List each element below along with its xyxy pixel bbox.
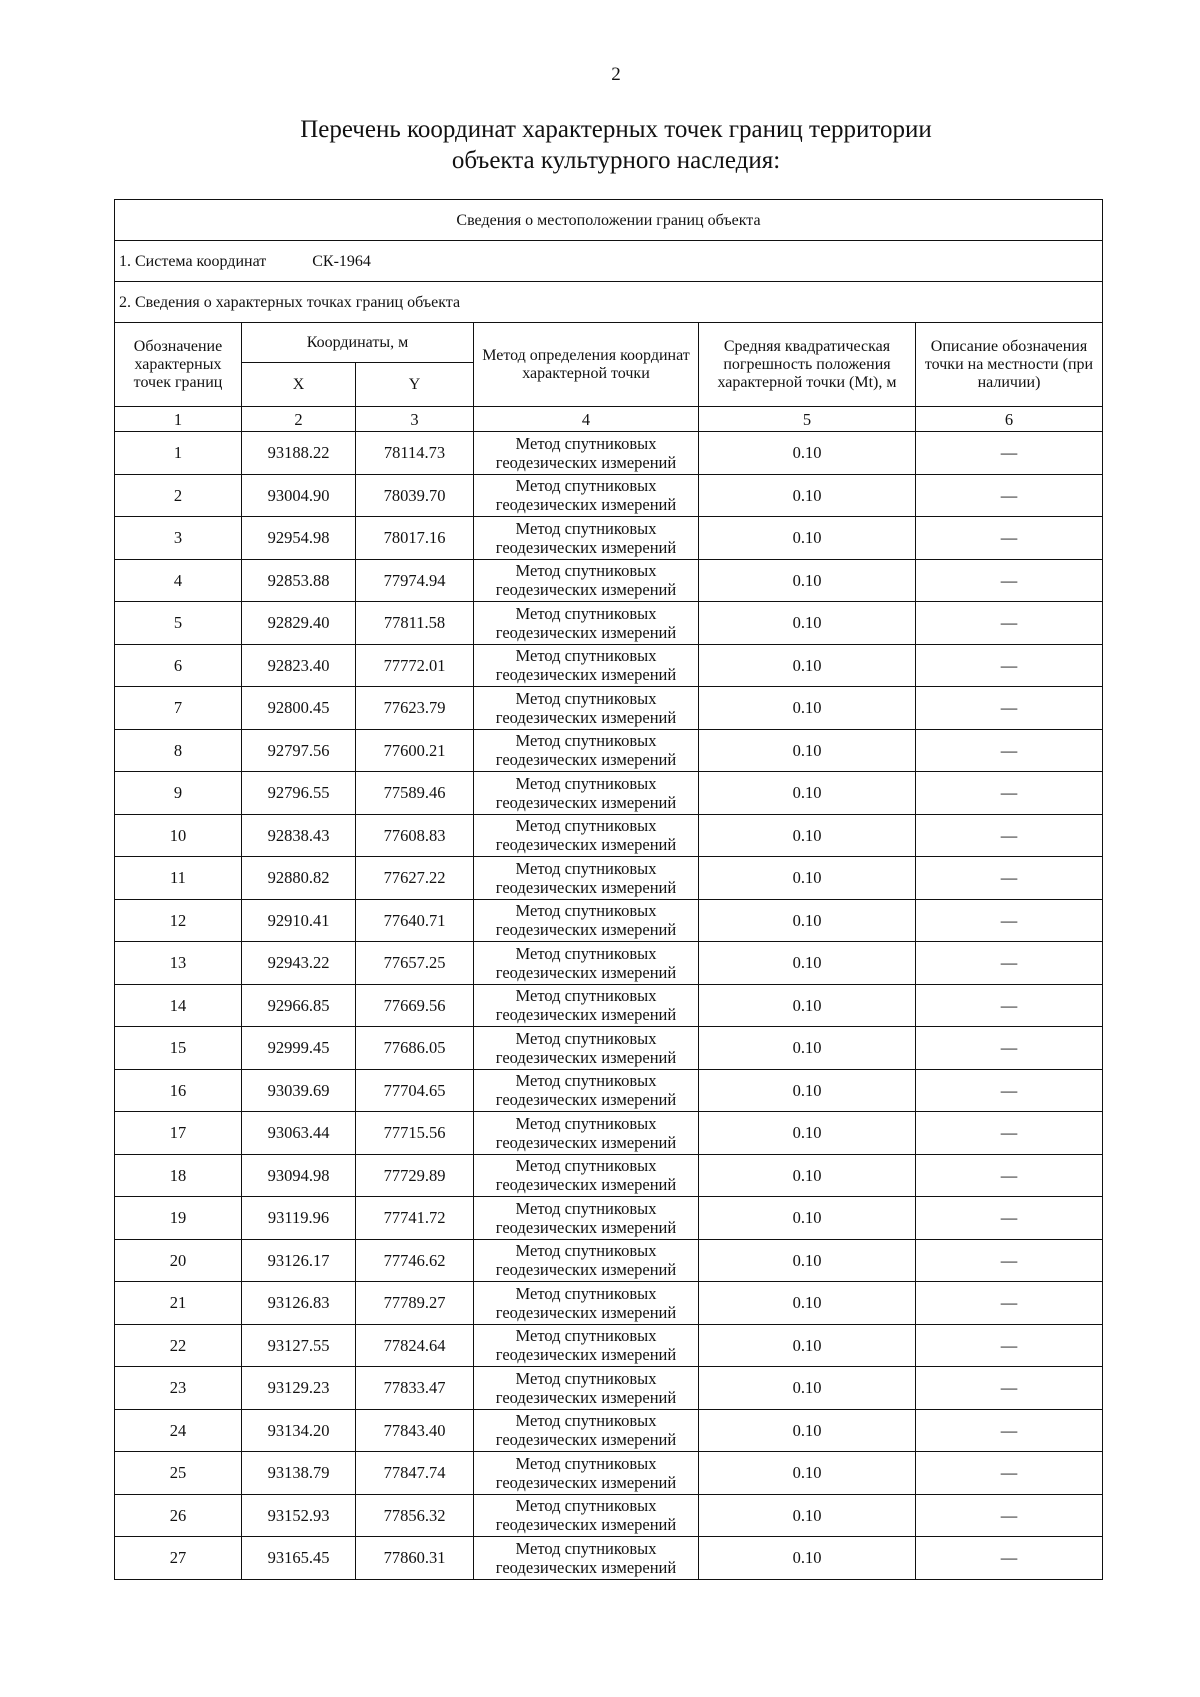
description-cell: — [916, 857, 1103, 900]
method-cell: Метод спутниковых геодезических измерений [474, 984, 699, 1027]
coordinate-x: 93127.55 [242, 1324, 356, 1367]
point-number: 1 [115, 432, 242, 475]
description-cell: — [916, 814, 1103, 857]
point-number: 24 [115, 1409, 242, 1452]
document-title-line-2: объекта культурного наследия: [451, 147, 781, 174]
description-cell: — [916, 1069, 1103, 1112]
description-cell: — [916, 1324, 1103, 1367]
description-cell: — [916, 517, 1103, 560]
coordinate-y: 77811.58 [356, 602, 474, 645]
coordinate-y: 77789.27 [356, 1282, 474, 1325]
point-number: 21 [115, 1282, 242, 1325]
accuracy-cell: 0.10 [699, 1494, 916, 1537]
coordinate-y: 77627.22 [356, 857, 474, 900]
column-number: 1 [115, 407, 242, 432]
description-cell: — [916, 1112, 1103, 1155]
point-number: 3 [115, 517, 242, 560]
method-cell: Метод спутниковых геодезических измерений [474, 559, 699, 602]
coordinate-x: 92796.55 [242, 772, 356, 815]
point-number: 25 [115, 1452, 242, 1495]
table-row [115, 432, 1103, 475]
coordinate-system-value: СК-1964 [312, 252, 371, 270]
description-cell: — [916, 1027, 1103, 1070]
point-number: 20 [115, 1239, 242, 1282]
accuracy-cell: 0.10 [699, 1452, 916, 1495]
point-number: 7 [115, 687, 242, 730]
table-row [115, 1154, 1103, 1197]
table-row [115, 602, 1103, 645]
description-cell: — [916, 1197, 1103, 1240]
method-cell: Метод спутниковых геодезических измерений [474, 687, 699, 730]
accuracy-cell: 0.10 [699, 1197, 916, 1240]
coordinate-x: 93126.83 [242, 1282, 356, 1325]
coordinates-table [114, 199, 1103, 1580]
coordinate-x: 92823.40 [242, 644, 356, 687]
coordinate-x: 92829.40 [242, 602, 356, 645]
coordinate-x: 93152.93 [242, 1494, 356, 1537]
accuracy-cell: 0.10 [699, 899, 916, 942]
point-number: 15 [115, 1027, 242, 1070]
document-title-line-1: Перечень координат характерных точек границ территории [300, 116, 932, 143]
description-cell: — [916, 984, 1103, 1027]
method-cell: Метод спутниковых геодезических измерений [474, 1324, 699, 1367]
coordinate-x: 93129.23 [242, 1367, 356, 1410]
coordinate-x: 92966.85 [242, 984, 356, 1027]
method-cell: Метод спутниковых геодезических измерений [474, 1197, 699, 1240]
method-cell: Метод спутниковых геодезических измерений [474, 1367, 699, 1410]
table-row [115, 474, 1103, 517]
accuracy-cell: 0.10 [699, 687, 916, 730]
point-number: 27 [115, 1537, 242, 1580]
coordinate-y: 78114.73 [356, 432, 474, 475]
description-cell: — [916, 1409, 1103, 1452]
table-row [115, 1197, 1103, 1240]
coordinate-x: 93119.96 [242, 1197, 356, 1240]
coordinate-x: 93165.45 [242, 1537, 356, 1580]
accuracy-cell: 0.10 [699, 1027, 916, 1070]
method-cell: Метод спутниковых геодезических измерений [474, 1494, 699, 1537]
accuracy-cell: 0.10 [699, 517, 916, 560]
point-number: 23 [115, 1367, 242, 1410]
table-row [115, 814, 1103, 857]
method-cell: Метод спутниковых геодезических измерений [474, 1154, 699, 1197]
section-header: Сведения о местоположении границ объекта [115, 200, 1103, 241]
method-cell: Метод спутниковых геодезических измерений [474, 432, 699, 475]
point-number: 22 [115, 1324, 242, 1367]
table-row [115, 772, 1103, 815]
accuracy-cell: 0.10 [699, 1537, 916, 1580]
point-number: 19 [115, 1197, 242, 1240]
coordinate-x: 92943.22 [242, 942, 356, 985]
column-number: 2 [242, 407, 356, 432]
accuracy-cell: 0.10 [699, 729, 916, 772]
accuracy-cell: 0.10 [699, 1324, 916, 1367]
coordinate-system-row [115, 241, 1103, 282]
coordinate-y: 77974.94 [356, 559, 474, 602]
description-cell: — [916, 687, 1103, 730]
method-cell: Метод спутниковых геодезических измерений [474, 729, 699, 772]
description-cell: — [916, 729, 1103, 772]
coordinate-x: 92797.56 [242, 729, 356, 772]
method-cell: Метод спутниковых геодезических измерений [474, 517, 699, 560]
header-designation: Обозначение характерных точек границ [115, 323, 242, 407]
table-row [115, 1367, 1103, 1410]
method-cell: Метод спутниковых геодезических измерений [474, 1452, 699, 1495]
coordinate-y: 77686.05 [356, 1027, 474, 1070]
table-row [115, 687, 1103, 730]
table-row [115, 942, 1103, 985]
column-number: 6 [916, 407, 1103, 432]
method-cell: Метод спутниковых геодезических измерений [474, 1112, 699, 1155]
accuracy-cell: 0.10 [699, 1154, 916, 1197]
method-cell: Метод спутниковых геодезических измерений [474, 899, 699, 942]
coordinate-x: 93138.79 [242, 1452, 356, 1495]
table-row [115, 1027, 1103, 1070]
coordinate-y: 78017.16 [356, 517, 474, 560]
description-cell: — [916, 432, 1103, 475]
header-method: Метод определения координат характерной точки [474, 323, 699, 407]
coordinate-x: 93126.17 [242, 1239, 356, 1282]
point-number: 18 [115, 1154, 242, 1197]
coordinate-y: 77704.65 [356, 1069, 474, 1112]
method-cell: Метод спутниковых геодезических измерений [474, 772, 699, 815]
table-row [115, 899, 1103, 942]
description-cell: — [916, 644, 1103, 687]
accuracy-cell: 0.10 [699, 1239, 916, 1282]
point-number: 13 [115, 942, 242, 985]
coordinate-y: 77608.83 [356, 814, 474, 857]
description-cell: — [916, 1367, 1103, 1410]
accuracy-cell: 0.10 [699, 602, 916, 645]
description-cell: — [916, 474, 1103, 517]
column-number: 3 [356, 407, 474, 432]
coordinate-x: 93134.20 [242, 1409, 356, 1452]
accuracy-cell: 0.10 [699, 942, 916, 985]
point-number: 9 [115, 772, 242, 815]
coordinate-y: 77623.79 [356, 687, 474, 730]
point-number: 17 [115, 1112, 242, 1155]
coordinate-y: 77833.47 [356, 1367, 474, 1410]
table-row [115, 1112, 1103, 1155]
coordinate-y: 77772.01 [356, 644, 474, 687]
point-number: 16 [115, 1069, 242, 1112]
column-number: 4 [474, 407, 699, 432]
header-description: Описание обозначения точки на местности (при наличии) [916, 323, 1103, 407]
method-cell: Метод спутниковых геодезических измерений [474, 942, 699, 985]
method-cell: Метод спутниковых геодезических измерений [474, 474, 699, 517]
accuracy-cell: 0.10 [699, 772, 916, 815]
table-row [115, 1452, 1103, 1495]
method-cell: Метод спутниковых геодезических измерений [474, 1239, 699, 1282]
table-row [115, 559, 1103, 602]
coordinate-x: 92910.41 [242, 899, 356, 942]
accuracy-cell: 0.10 [699, 1282, 916, 1325]
method-cell: Метод спутниковых геодезических измерений [474, 1537, 699, 1580]
column-number: 5 [699, 407, 916, 432]
header-coordinates: Координаты, м [242, 323, 474, 363]
point-number: 2 [115, 474, 242, 517]
accuracy-cell: 0.10 [699, 984, 916, 1027]
coordinate-y: 77669.56 [356, 984, 474, 1027]
coordinate-y: 77715.56 [356, 1112, 474, 1155]
coordinate-y: 77843.40 [356, 1409, 474, 1452]
method-cell: Метод спутниковых геодезических измерений [474, 1027, 699, 1070]
table-row [115, 1239, 1103, 1282]
coordinate-x: 93004.90 [242, 474, 356, 517]
point-number: 4 [115, 559, 242, 602]
description-cell: — [916, 602, 1103, 645]
coordinate-x: 93094.98 [242, 1154, 356, 1197]
coordinate-system-label: 1. Система координат [119, 252, 267, 270]
coordinate-y: 77741.72 [356, 1197, 474, 1240]
accuracy-cell: 0.10 [699, 474, 916, 517]
point-number: 11 [115, 857, 242, 900]
table-row [115, 1324, 1103, 1367]
description-cell: — [916, 1494, 1103, 1537]
method-cell: Метод спутниковых геодезических измерений [474, 1282, 699, 1325]
description-cell: — [916, 942, 1103, 985]
coordinate-x: 92853.88 [242, 559, 356, 602]
document-title [0, 114, 1200, 176]
accuracy-cell: 0.10 [699, 1409, 916, 1452]
table-row [115, 1494, 1103, 1537]
table-row [115, 1537, 1103, 1580]
accuracy-cell: 0.10 [699, 1367, 916, 1410]
point-number: 12 [115, 899, 242, 942]
points-section-label: 2. Сведения о характерных точках границ объекта [115, 282, 1103, 323]
description-cell: — [916, 1452, 1103, 1495]
header-y: Y [356, 363, 474, 407]
method-cell: Метод спутниковых геодезических измерений [474, 1069, 699, 1112]
point-number: 6 [115, 644, 242, 687]
coordinate-y: 78039.70 [356, 474, 474, 517]
description-cell: — [916, 1239, 1103, 1282]
point-number: 26 [115, 1494, 242, 1537]
coordinate-x: 92880.82 [242, 857, 356, 900]
description-cell: — [916, 1282, 1103, 1325]
coordinate-y: 77589.46 [356, 772, 474, 815]
point-number: 10 [115, 814, 242, 857]
table-row [115, 857, 1103, 900]
coordinate-x: 93188.22 [242, 432, 356, 475]
coordinate-y: 77746.62 [356, 1239, 474, 1282]
method-cell: Метод спутниковых геодезических измерений [474, 857, 699, 900]
description-cell: — [916, 1154, 1103, 1197]
accuracy-cell: 0.10 [699, 644, 916, 687]
table-row [115, 517, 1103, 560]
description-cell: — [916, 772, 1103, 815]
table-row [115, 1069, 1103, 1112]
coordinate-y: 77856.32 [356, 1494, 474, 1537]
coordinate-y: 77824.64 [356, 1324, 474, 1367]
table-row [115, 984, 1103, 1027]
coordinate-x: 93039.69 [242, 1069, 356, 1112]
point-number: 14 [115, 984, 242, 1027]
table-row [115, 644, 1103, 687]
coordinate-x: 92954.98 [242, 517, 356, 560]
method-cell: Метод спутниковых геодезических измерений [474, 644, 699, 687]
method-cell: Метод спутниковых геодезических измерений [474, 602, 699, 645]
coordinate-x: 92800.45 [242, 687, 356, 730]
method-cell: Метод спутниковых геодезических измерений [474, 1409, 699, 1452]
description-cell: — [916, 1537, 1103, 1580]
accuracy-cell: 0.10 [699, 559, 916, 602]
accuracy-cell: 0.10 [699, 1069, 916, 1112]
page-number: 2 [611, 64, 621, 85]
point-number: 8 [115, 729, 242, 772]
table-row [115, 729, 1103, 772]
coordinate-x: 92999.45 [242, 1027, 356, 1070]
method-cell: Метод спутниковых геодезических измерений [474, 814, 699, 857]
coordinate-x: 93063.44 [242, 1112, 356, 1155]
accuracy-cell: 0.10 [699, 814, 916, 857]
description-cell: — [916, 899, 1103, 942]
coordinate-y: 77600.21 [356, 729, 474, 772]
accuracy-cell: 0.10 [699, 857, 916, 900]
accuracy-cell: 0.10 [699, 1112, 916, 1155]
coordinate-y: 77847.74 [356, 1452, 474, 1495]
coordinate-y: 77860.31 [356, 1537, 474, 1580]
header-x: X [242, 363, 356, 407]
coordinate-x: 92838.43 [242, 814, 356, 857]
coordinate-y: 77729.89 [356, 1154, 474, 1197]
table-row [115, 1282, 1103, 1325]
header-accuracy: Средняя квадратическая погрешность положения характерной точки (Mt), м [699, 323, 916, 407]
coordinate-y: 77640.71 [356, 899, 474, 942]
point-number: 5 [115, 602, 242, 645]
table-row [115, 1409, 1103, 1452]
coordinate-y: 77657.25 [356, 942, 474, 985]
accuracy-cell: 0.10 [699, 432, 916, 475]
description-cell: — [916, 559, 1103, 602]
